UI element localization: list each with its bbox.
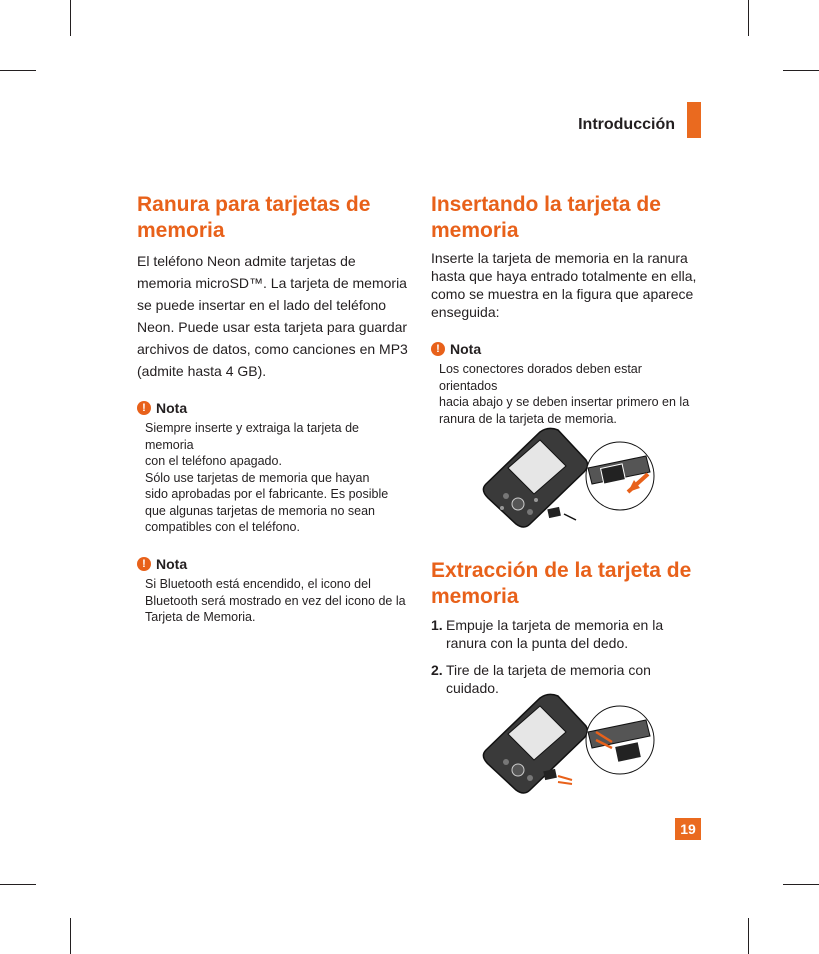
note-label: Nota (156, 556, 188, 572)
exclamation-icon: ! (137, 401, 151, 415)
remove-card-heading: Extracción de la tarjeta de memoria (431, 559, 692, 608)
section-title: Introducción (578, 116, 675, 133)
exclamation-icon: ! (137, 557, 151, 571)
crop-mark (783, 884, 819, 885)
note-line: con el teléfono apagado. (145, 454, 282, 468)
exclamation-icon: ! (431, 342, 445, 356)
note-gold-contacts (431, 341, 703, 427)
remove-card-illustration (478, 692, 656, 796)
crop-mark (0, 70, 36, 71)
note-power-off (137, 400, 409, 536)
crop-mark (70, 918, 71, 954)
step-number: 2. (431, 662, 443, 678)
note-line: que algunas tarjetas de memoria no sean (145, 503, 376, 518)
crop-mark (748, 918, 749, 954)
note-line: Tarjeta de Memoria. (145, 610, 256, 624)
insert-card-illustration (478, 426, 656, 530)
note-bluetooth (137, 556, 409, 626)
page-number: 19 (675, 818, 701, 840)
insert-card-body: Inserte la tarjeta de memoria en la ranura hasta que haya entrado totalmente en ella, como se muestra en la figura que aparece enseguida: (431, 250, 697, 320)
note-label: Nota (156, 400, 188, 416)
note-line: ranura de la tarjeta de memoria. (439, 411, 617, 426)
note-line: Si Bluetooth está encendido, el icono del (145, 577, 371, 591)
memory-slot-section (137, 192, 409, 382)
crop-mark (0, 884, 36, 885)
note-line: Los conectores dorados deben estar orientados (439, 362, 642, 393)
step-text: Empuje la tarjeta de memoria en la ranura con la punta del dedo. (446, 617, 664, 651)
remove-steps (431, 616, 703, 697)
memory-slot-heading: Ranura para tarjetas de memoria (137, 193, 371, 242)
phone-illustration (483, 694, 587, 793)
note-line: Bluetooth será mostrado en vez del icono de la (145, 593, 406, 608)
section-tab (687, 102, 701, 138)
step-text: Tire de la tarjeta de memoria con cuidado. (446, 662, 651, 696)
step-item (431, 616, 703, 652)
crop-mark (783, 70, 819, 71)
memory-slot-body: El teléfono Neon admite tarjetas de memoria microSD™. La tarjeta de memoria se puede insertar en el lado del teléfono Neon. Puede usar esta tarjeta para guardar archivos de datos, como canciones en MP3 (admite hasta 4 GB). (137, 253, 408, 379)
phone-illustration (483, 428, 587, 527)
note-line: hacia abajo y se deben insertar primero en la (439, 395, 690, 409)
note-line: Sólo use tarjetas de memoria que hayan (145, 470, 370, 485)
remove-card-section (431, 558, 703, 706)
note-line: compatibles con el teléfono. (145, 520, 300, 534)
crop-mark (748, 0, 749, 36)
note-label: Nota (450, 341, 482, 357)
crop-mark (70, 0, 71, 36)
insert-card-heading: Insertando la tarjeta de memoria (431, 193, 661, 242)
step-number: 1. (431, 617, 443, 633)
note-line: Siempre inserte y extraiga la tarjeta de memoria (145, 421, 359, 452)
insert-card-section (431, 192, 703, 321)
note-line: sido aprobadas por el fabricante. Es posible (145, 487, 389, 501)
